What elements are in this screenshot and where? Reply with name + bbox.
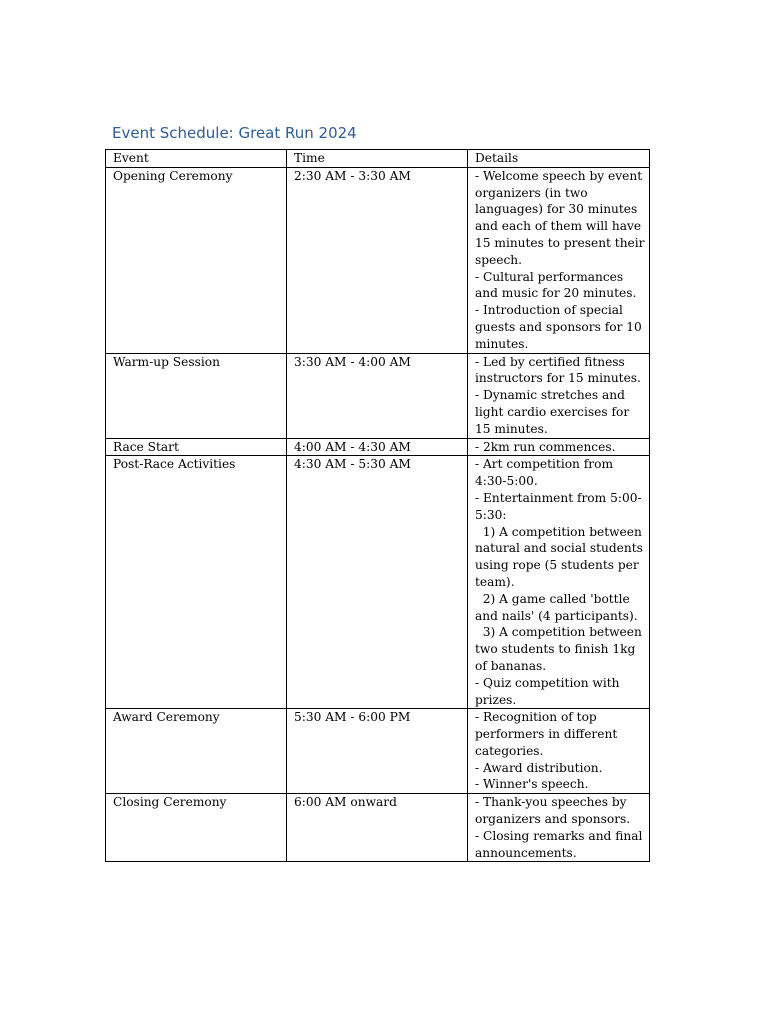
detail-line: - Welcome speech by event organizers (in two languages) for 30 minutes and each of them will have 15 minutes to present their speech. xyxy=(475,168,649,267)
details-cell xyxy=(468,794,650,862)
details-cell xyxy=(468,709,650,794)
time-cell: 4:00 AM - 4:30 AM xyxy=(287,438,468,456)
detail-line: - Quiz competition with prizes. xyxy=(475,675,624,707)
details-cell xyxy=(468,438,650,456)
table-row xyxy=(106,456,650,709)
header-time: Time xyxy=(287,150,468,168)
details-cell xyxy=(468,167,650,353)
time-cell: 3:30 AM - 4:00 AM xyxy=(287,353,468,438)
page-title: Event Schedule: Great Run 2024 xyxy=(112,124,357,142)
event-cell: Post-Race Activities xyxy=(106,456,287,709)
detail-line: - 2km run commences. xyxy=(475,439,616,454)
table-row xyxy=(106,709,650,794)
table-header-row xyxy=(106,150,650,168)
detail-line: - Award distribution. xyxy=(475,760,603,775)
details-cell xyxy=(468,353,650,438)
schedule-body xyxy=(106,167,650,862)
detail-line: 3) A competition between two students to finish 1kg of bananas. xyxy=(475,625,646,673)
detail-line: - Led by certified fitness instructors for 15 minutes. xyxy=(475,354,641,386)
table-row xyxy=(106,353,650,438)
table-row xyxy=(106,438,650,456)
header-details: Details xyxy=(468,150,650,168)
schedule-table xyxy=(105,149,650,862)
detail-line: - Closing remarks and final announcements. xyxy=(475,828,647,860)
event-cell: Award Ceremony xyxy=(106,709,287,794)
table-row xyxy=(106,167,650,353)
event-cell: Warm-up Session xyxy=(106,353,287,438)
detail-line: - Introduction of special guests and sponsors for 10 minutes. xyxy=(475,303,646,351)
detail-line: - Thank-you speeches by organizers and sponsors. xyxy=(475,795,631,827)
event-cell: Opening Ceremony xyxy=(106,167,287,353)
time-cell: 2:30 AM - 3:30 AM xyxy=(287,167,468,353)
detail-line: 1) A competition between natural and social students using rope (5 students per team). xyxy=(475,524,647,589)
details-cell xyxy=(468,456,650,709)
time-cell: 6:00 AM onward xyxy=(287,794,468,862)
detail-line: - Recognition of top performers in different categories. xyxy=(475,710,622,758)
detail-line: - Winner's speech. xyxy=(475,777,589,792)
detail-line: - Art competition from 4:30-5:00. xyxy=(475,457,617,489)
time-cell: 4:30 AM - 5:30 AM xyxy=(287,456,468,709)
event-cell: Closing Ceremony xyxy=(106,794,287,862)
time-cell: 5:30 AM - 6:00 PM xyxy=(287,709,468,794)
detail-line: - Dynamic stretches and light cardio exercises for 15 minutes. xyxy=(475,388,634,436)
event-cell: Race Start xyxy=(106,438,287,456)
table-row xyxy=(106,794,650,862)
header-event: Event xyxy=(106,150,287,168)
detail-line: 2) A game called 'bottle and nails' (4 participants). xyxy=(475,591,638,623)
detail-line: - Cultural performances and music for 20 minutes. xyxy=(475,269,637,301)
detail-line: - Entertainment from 5:00-5:30: xyxy=(475,490,642,522)
